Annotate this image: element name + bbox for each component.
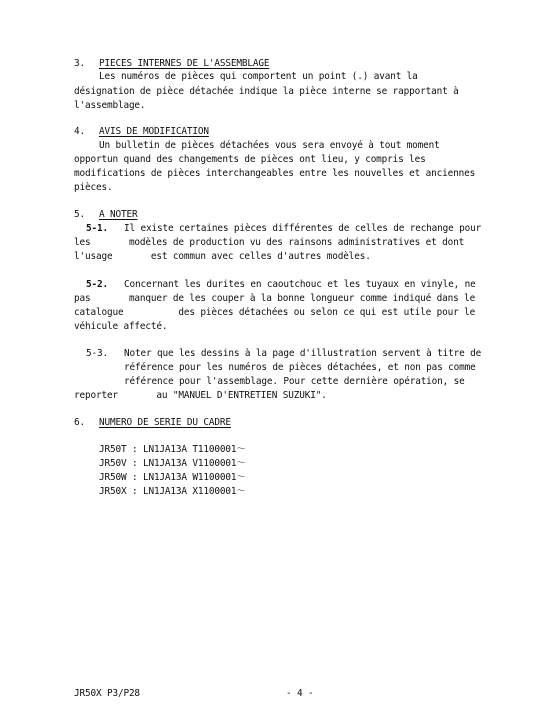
note-5-3-number: 5-3. xyxy=(86,348,108,359)
section-6-number: 6. xyxy=(74,417,85,428)
section-5-number: 5. xyxy=(74,209,85,220)
note-5-2-line-4: véhicule affecté. xyxy=(74,321,168,332)
note-5-3-line-4: reporter au "MANUEL D'ENTRETIEN SUZUKI". xyxy=(74,390,327,401)
section-4-number: 4. xyxy=(74,126,85,137)
section-4-line-4: pièces. xyxy=(74,182,113,193)
note-5-1-number: 5-1. xyxy=(86,223,108,234)
section-4-line-2: opportun quand des changements de pièces ont lieu, y compris les xyxy=(74,154,426,165)
footer-page-number: - 4 - xyxy=(286,688,314,699)
section-3-line-2: désignation de pièce détachée indique la pièce interne se rapportant à xyxy=(74,86,459,97)
note-5-2-line-2: pas manquer de les couper à la bonne longueur comme indiqué dans le xyxy=(74,293,476,304)
note-5-1-line-2: les modèles de production vu des rainsons administratives et dont xyxy=(74,237,465,248)
section-4-line-1: Un bulletin de pièces détachées vous sera envoyé à tout moment xyxy=(99,140,440,151)
serial-row: JR50V : LN1JA13A V1100001～ xyxy=(99,458,246,469)
section-3-number: 3. xyxy=(74,58,85,69)
note-5-2-number: 5-2. xyxy=(86,279,108,290)
note-5-3-line-3: référence pour l'assemblage. Pour cette dernière opération, se xyxy=(124,376,465,387)
serial-row: JR50T : LN1JA13A T1100001～ xyxy=(99,444,246,455)
note-5-1-line-3: l'usage est commun avec celles d'autres modèles. xyxy=(74,251,371,262)
section-3-line-1: Les numéros de pièces qui comportent un point (.) avant la xyxy=(99,71,418,82)
footer-doc-code: JR50X P3/P28 xyxy=(74,688,140,699)
note-5-1-line-1: Il existe certaines pièces différentes de celles de rechange pour xyxy=(124,223,482,234)
note-5-2-line-1: Concernant les durites en caoutchouc et les tuyaux en vinyle, ne xyxy=(124,279,476,290)
note-5-3-line-1: Noter que les dessins à la page d'illustration servent à titre de xyxy=(124,348,482,359)
section-6-title: NUMERO DE SERIE DU CADRE xyxy=(99,417,231,428)
section-3-line-3: l'assemblage. xyxy=(74,100,146,111)
section-3-title: PIECES INTERNES DE L'ASSEMBLAGE xyxy=(99,58,270,69)
serial-row: JR50W : LN1JA13A W1100001～ xyxy=(99,472,246,483)
section-4-line-3: modifications de pièces interchangeables entre les nouvelles et anciennes xyxy=(74,168,476,179)
note-5-2-line-3: catalogue des pièces détachées ou selon ce qui est utile pour le xyxy=(74,307,476,318)
serial-row: JR50X : LN1JA13A X1100001～ xyxy=(99,486,246,497)
section-5-title: A NOTER xyxy=(99,209,138,220)
note-5-3-line-2: référence pour les numéros de pièces détachées, et non pas comme xyxy=(124,362,476,373)
section-4-title: AVIS DE MODIFICATION xyxy=(99,126,209,137)
